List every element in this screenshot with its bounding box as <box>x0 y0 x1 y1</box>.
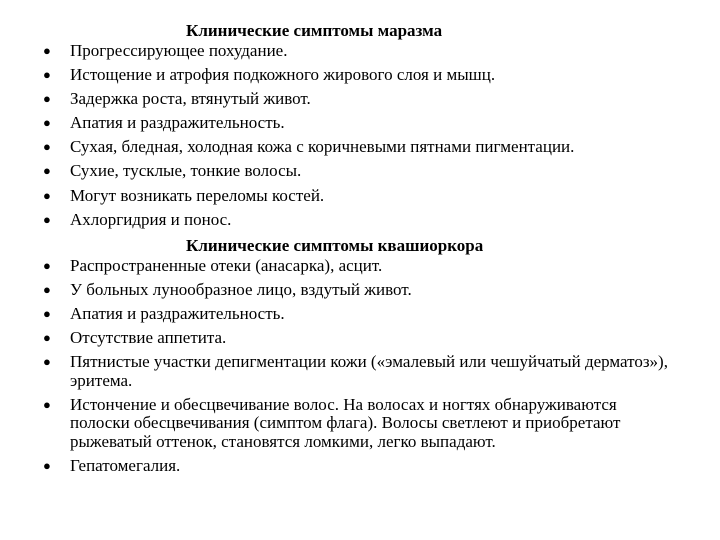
list-item-text: Прогрессирующее похудание. <box>70 41 288 60</box>
list-item <box>0 42 720 61</box>
list-item-text: Могут возникать переломы костей. <box>70 185 325 205</box>
list-item <box>0 211 720 230</box>
list-item-text: Гепатомегалия. <box>70 455 181 475</box>
bullet-icon: ● <box>43 139 51 155</box>
list-item-text: Сухая, бледная, холодная кожа с коричневыми пятнами пигментации. <box>70 137 575 157</box>
list-item <box>0 396 720 452</box>
list-item <box>0 353 720 390</box>
bullet-icon: ● <box>43 257 51 273</box>
list-item-text: Апатия и раздражительность. <box>70 113 285 133</box>
list-item <box>0 305 720 324</box>
slide <box>0 20 720 481</box>
bullet-icon: ● <box>43 115 51 131</box>
bullet-icon: ● <box>43 305 51 321</box>
list-item-text: Истончение и обесцвечивание волос. На волосах и ногтях обнаруживаются полоски обесцвечивания (симптом флага). Волосы светлеют и приобретают рыжеватый оттенок, становятся ломкими, легко выпадают. <box>70 394 621 451</box>
bullet-icon: ● <box>43 187 51 203</box>
kwashiorkor-symptom-list <box>0 257 720 476</box>
list-item-text: Распространенные отеки (анасарка), асцит. <box>70 255 383 275</box>
list-item-text: Задержка роста, втянутый живот. <box>70 89 311 109</box>
list-item-text: Истощение и атрофия подкожного жирового слоя и мышц. <box>70 65 496 85</box>
list-item-text: Сухие, тусклые, тонкие волосы. <box>70 161 302 181</box>
list-item <box>0 281 720 300</box>
kwashiorkor-title: Клинические симптомы квашиоркора <box>186 235 484 255</box>
bullet-icon: ● <box>43 330 51 346</box>
list-item <box>0 257 720 276</box>
list-item-text: Апатия и раздражительность. <box>70 303 285 323</box>
list-item-text: Ахлоргидрия и понос. <box>70 209 232 229</box>
list-item <box>0 138 720 157</box>
list-item <box>0 162 720 181</box>
list-item-text: Пятнистые участки депигментации кожи («эмалевый или чешуйчатый дерматоз»), эритема. <box>70 352 668 390</box>
bullet-icon: ● <box>43 91 51 107</box>
marasmus-title: Клинические симптомы маразма <box>186 21 443 40</box>
list-item <box>0 187 720 206</box>
list-item <box>0 114 720 133</box>
list-item-text: Отсутствие аппетита. <box>70 328 227 348</box>
list-item <box>0 90 720 109</box>
bullet-icon: ● <box>43 43 51 58</box>
list-item <box>0 457 720 476</box>
bullet-icon: ● <box>43 67 51 83</box>
bullet-icon: ● <box>43 211 51 227</box>
bullet-icon: ● <box>43 396 51 412</box>
marasmus-symptom-list <box>0 42 720 229</box>
bullet-icon: ● <box>43 354 51 370</box>
list-item <box>0 329 720 348</box>
list-item-text: У больных лунообразное лицо, вздутый живот. <box>70 279 412 299</box>
bullet-icon: ● <box>43 163 51 179</box>
list-item <box>0 66 720 85</box>
bullet-icon: ● <box>43 281 51 297</box>
bullet-icon: ● <box>43 457 51 473</box>
